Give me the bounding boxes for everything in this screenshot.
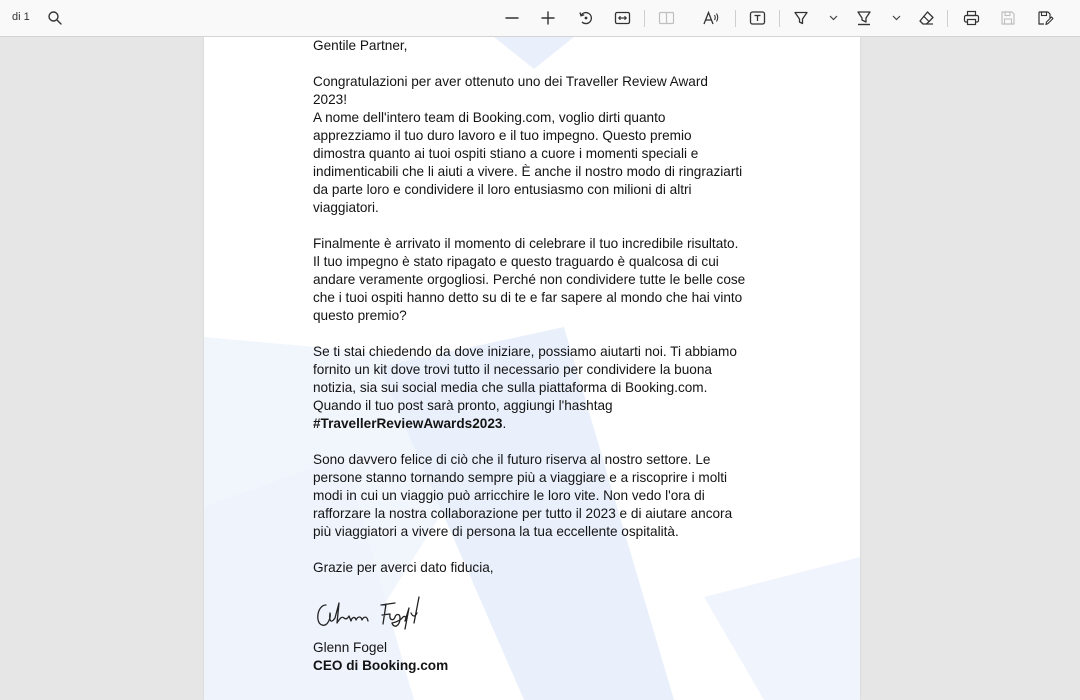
paragraph-line: Quando il tuo post sarà pronto, aggiungi l'hashtag	[313, 398, 613, 413]
zoom-in-button[interactable]	[535, 6, 561, 30]
draw-button[interactable]	[788, 6, 814, 30]
paragraph-line: fornito un kit dove trovi tutto il necessario per condividere la buona	[313, 362, 712, 377]
read-aloud-icon	[702, 10, 720, 26]
text-box-icon	[749, 10, 766, 26]
paragraph-line: Sono davvero felice di ciò che il futuro riserva al nostro settore. Le	[313, 452, 711, 467]
paragraph-line: apprezziamo il tuo duro lavoro e il tuo impegno. Questo premio	[313, 128, 692, 143]
hashtag-line	[313, 415, 753, 433]
text-box-button[interactable]	[744, 6, 770, 30]
paragraph-line: modi in cui un viaggio può arricchire le loro vite. Non vedo l'ora di	[313, 488, 705, 503]
zoom-out-button[interactable]	[499, 6, 525, 30]
page-count: di 1	[12, 11, 30, 23]
save-as-icon	[1037, 10, 1054, 26]
signer-name: Glenn Fogel	[313, 640, 388, 655]
eraser-button[interactable]	[913, 6, 939, 30]
paragraph-line: notizia, sia sui social media che sulla piattaforma di Booking.com.	[313, 380, 708, 395]
paragraph-line: indimenticabili che li aiuti a vivere. È anche il nostro modo di ringraziarti	[313, 164, 743, 179]
document-viewport[interactable]	[0, 37, 1080, 700]
zoom-out-icon	[504, 10, 520, 26]
paragraph-line: A nome dell'intero team di Booking.com, voglio dirti quanto	[313, 110, 666, 125]
pdf-page	[204, 37, 860, 700]
paragraph-line: Congratulazioni per aver ottenuto uno dei Traveller Review Award	[313, 74, 708, 89]
paragraph-line: persone stanno tornando sempre più a viaggiare e a riscoprire i molti	[313, 470, 728, 485]
paragraph-line: questo premio?	[313, 308, 407, 323]
paragraph-line: 2023!	[313, 92, 348, 107]
search-button[interactable]	[42, 6, 68, 30]
toolbar-divider	[947, 10, 948, 27]
chevron-down-icon	[892, 15, 901, 21]
eraser-icon	[918, 10, 935, 26]
paragraph-line: Finalmente è arrivato il momento di celebrare il tuo incredibile risultato.	[313, 236, 739, 251]
toolbar-divider	[644, 10, 645, 27]
read-aloud-button[interactable]	[698, 6, 724, 30]
chevron-down-icon	[829, 15, 838, 21]
highlight-options-button[interactable]	[890, 12, 902, 24]
two-page-button[interactable]	[653, 6, 679, 30]
toolbar-divider	[735, 10, 736, 27]
zoom-in-icon	[540, 10, 556, 26]
pdf-toolbar	[0, 0, 1080, 37]
paragraph-line: viaggiatori.	[313, 200, 379, 215]
save-icon	[1000, 10, 1016, 26]
paragraph-line: andare veramente orgogliosi. Perché non condividere tutte le belle cose	[313, 272, 746, 287]
paragraph-line: rafforzare la nostra collaborazione per tutto il 2023 e di aiutare ancora	[313, 506, 733, 521]
hashtag: #TravellerReviewAwards2023	[313, 416, 503, 431]
draw-icon	[793, 10, 809, 26]
handwritten-signature	[313, 593, 433, 637]
highlight-icon	[856, 10, 872, 26]
greeting: Gentile Partner,	[313, 38, 408, 53]
search-icon	[47, 10, 63, 26]
print-icon	[963, 10, 980, 26]
signer-role: CEO di Booking.com	[313, 658, 449, 673]
toolbar-divider	[779, 10, 780, 27]
rotate-icon	[578, 10, 594, 26]
paragraph-line: Se ti stai chiedendo da dove iniziare, possiamo aiutarti noi. Ti abbiamo	[313, 344, 737, 359]
paragraph-line: più viaggiatori a vivere di persona la tua eccellente ospitalità.	[313, 524, 679, 539]
paragraph-line: Il tuo impegno è stato ripagato e questo traguardo è qualcosa di cui	[313, 254, 719, 269]
fit-page-button[interactable]	[609, 6, 635, 30]
hashtag-suffix: .	[502, 416, 507, 431]
two-page-icon	[658, 10, 675, 26]
paragraph-line: che i tuoi ospiti hanno detto su di te e far sapere al mondo che hai vinto	[313, 290, 743, 305]
save-button[interactable]	[995, 6, 1021, 30]
print-button[interactable]	[958, 6, 984, 30]
highlight-button[interactable]	[851, 6, 877, 30]
paragraph-line: dimostra quanto ai tuoi ospiti stiano a cuore i momenti speciali e	[313, 146, 699, 161]
letter-body	[313, 37, 753, 577]
closing: Grazie per averci dato fiducia,	[313, 560, 494, 575]
draw-options-button[interactable]	[827, 12, 839, 24]
save-as-button[interactable]	[1032, 6, 1058, 30]
rotate-button[interactable]	[573, 6, 599, 30]
fit-page-icon	[614, 10, 631, 26]
paragraph-line: da parte loro e condividere il loro entusiasmo con milioni di altri	[313, 182, 692, 197]
